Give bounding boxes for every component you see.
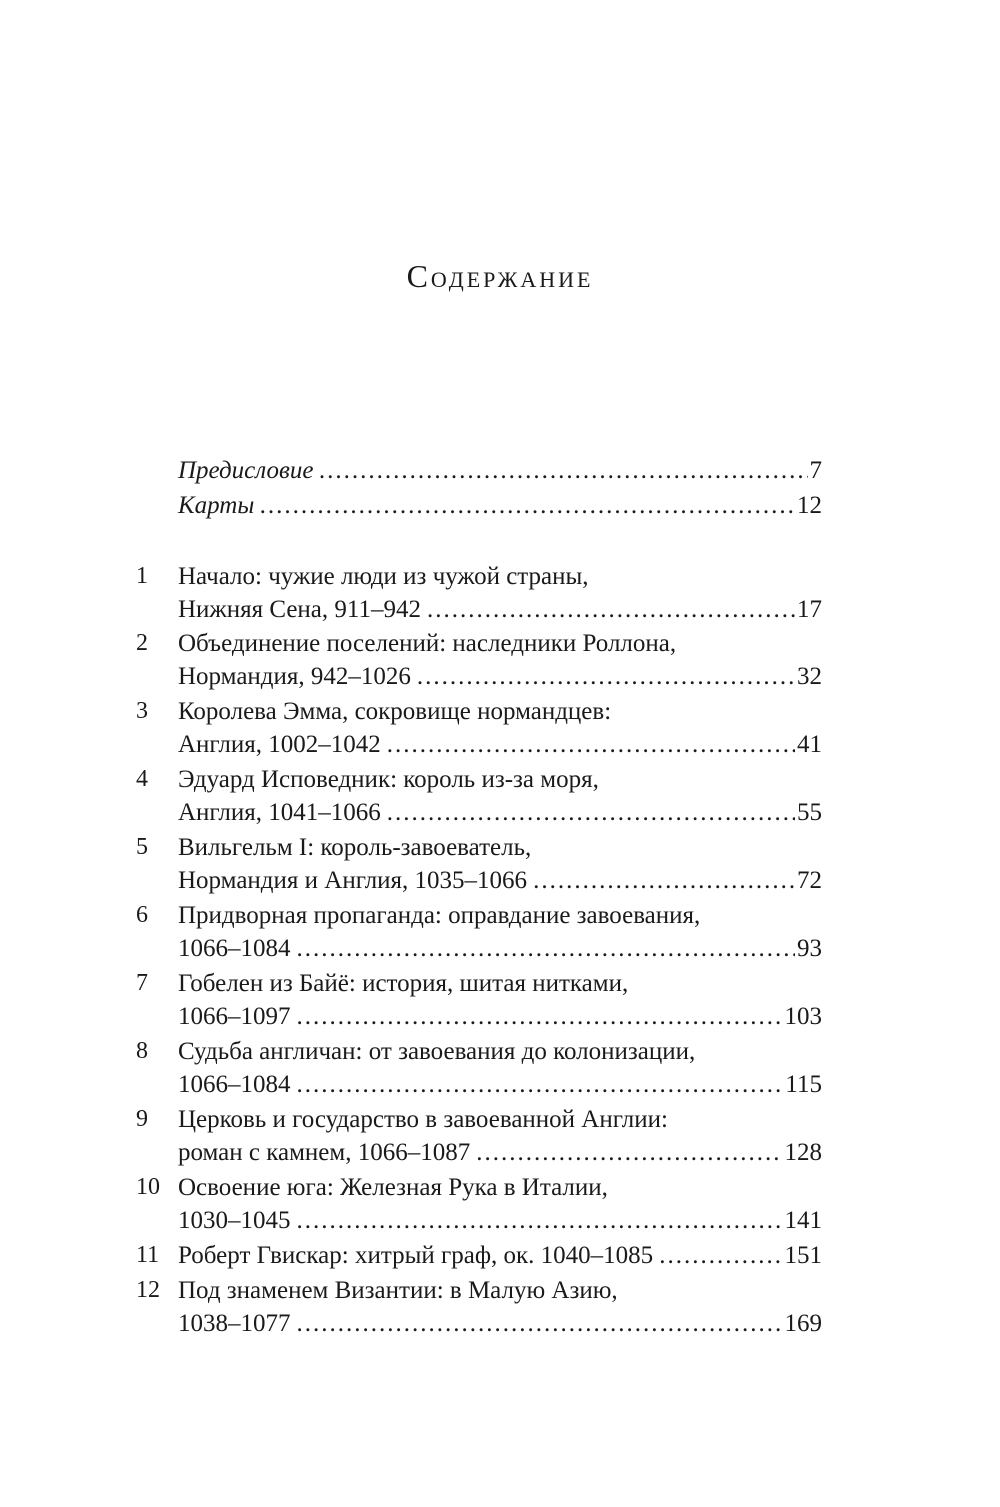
chapter-number: 5 — [136, 834, 148, 860]
chapter-page: 55 — [797, 799, 822, 826]
chapter-entry[interactable] — [178, 1239, 822, 1272]
chapter-number: 8 — [136, 1038, 148, 1064]
chapter-entry[interactable] — [178, 1068, 822, 1101]
chapter-subtitle: 1066–1084 — [178, 1071, 291, 1098]
chapter-subtitle: 1066–1084 — [178, 935, 291, 962]
chapter-entry[interactable] — [178, 1307, 822, 1340]
toc-entry-title: Предисловие — [178, 457, 314, 484]
dot-leader — [297, 1000, 783, 1033]
chapter-page: 151 — [784, 1242, 822, 1269]
chapter-entry[interactable] — [178, 932, 822, 965]
chapter-title-line[interactable]: Гобелен из Байё: история, шитая нитками, — [178, 970, 629, 997]
chapter-subtitle: 1038–1077 — [178, 1310, 291, 1337]
chapter-page: 41 — [797, 731, 822, 758]
chapter-page: 103 — [784, 1003, 822, 1030]
chapter-entry[interactable] — [178, 796, 822, 829]
chapter-number: 9 — [136, 1106, 148, 1132]
chapter-subtitle: роман с камнем, 1066–1087 — [178, 1139, 471, 1166]
dot-leader — [659, 1239, 782, 1272]
dot-leader — [297, 1307, 783, 1340]
chapter-page: 141 — [784, 1207, 822, 1234]
chapter-subtitle: Нормандия и Англия, 1035–1066 — [178, 867, 528, 894]
chapter-title-line[interactable]: Под знаменем Византии: в Малую Азию, — [178, 1277, 618, 1304]
chapter-number: 3 — [136, 698, 148, 724]
dot-leader — [297, 932, 796, 965]
chapter-page: 17 — [797, 596, 822, 623]
chapter-page: 32 — [797, 663, 822, 690]
chapter-page: 72 — [797, 867, 822, 894]
chapter-entry[interactable] — [178, 864, 822, 897]
chapter-title-line[interactable]: Церковь и государство в завоеванной Англии: — [178, 1106, 668, 1133]
chapter-number: 6 — [136, 902, 148, 928]
page-title: Содержание — [406, 258, 594, 294]
chapter-number: 4 — [136, 766, 148, 792]
dot-leader — [297, 1204, 783, 1237]
chapter-entry[interactable] — [178, 1136, 822, 1169]
chapter-subtitle: 1030–1045 — [178, 1207, 291, 1234]
chapter-page: 93 — [797, 935, 822, 962]
chapter-title-line[interactable]: Освоение юга: Железная Рука в Италии, — [178, 1174, 608, 1201]
chapter-title-line[interactable]: Начало: чужие люди из чужой страны, — [178, 563, 589, 590]
chapter-page: 128 — [784, 1139, 822, 1166]
toc-entry-title: Карты — [178, 492, 255, 519]
chapter-number: 2 — [136, 630, 148, 656]
dot-leader — [533, 864, 795, 897]
dot-leader — [387, 796, 795, 829]
chapter-page: 115 — [785, 1071, 822, 1098]
chapter-title-line[interactable]: Эдуард Исповедник: король из-за моря, — [178, 766, 599, 793]
toc-entry-page: 7 — [809, 457, 822, 484]
dot-leader — [387, 728, 795, 761]
chapter-page: 169 — [784, 1310, 822, 1337]
chapter-subtitle: 1066–1097 — [178, 1003, 291, 1030]
chapter-title-line[interactable]: Судьба англичан: от завоевания до колонизации, — [178, 1038, 696, 1065]
chapter-title-line[interactable]: Королева Эмма, сокровище нормандцев: — [178, 698, 612, 725]
chapter-entry[interactable] — [178, 1204, 822, 1237]
dot-leader — [476, 1136, 782, 1169]
chapter-number: 1 — [136, 563, 148, 589]
toc-entry-maps[interactable] — [178, 489, 822, 522]
dot-leader — [427, 593, 795, 626]
dot-leader — [297, 1068, 784, 1101]
chapter-number: 10 — [136, 1174, 160, 1200]
chapter-title-line[interactable]: Придворная пропаганда: оправдание завоевания, — [178, 902, 701, 929]
chapter-subtitle: Нормандия, 942–1026 — [178, 663, 411, 690]
toc-entry-preface[interactable] — [178, 454, 822, 487]
chapter-entry[interactable] — [178, 1000, 822, 1033]
dot-leader — [260, 489, 795, 522]
dot-leader — [319, 454, 807, 487]
chapter-subtitle: Англия, 1002–1042 — [178, 731, 381, 758]
chapter-subtitle: Англия, 1041–1066 — [178, 799, 381, 826]
chapter-title-line[interactable]: Объединение поселений: наследники Роллона, — [178, 630, 677, 657]
chapter-entry[interactable] — [178, 593, 822, 626]
toc-entry-page: 12 — [797, 492, 822, 519]
chapter-number: 11 — [136, 1242, 160, 1268]
chapter-title-line: Роберт Гвискар: хитрый граф, ок. 1040–1085 — [178, 1242, 654, 1269]
chapter-entry[interactable] — [178, 660, 822, 693]
chapter-title-line[interactable]: Вильгельм I: король-завоеватель, — [178, 834, 532, 861]
chapter-entry[interactable] — [178, 728, 822, 761]
chapter-number: 7 — [136, 970, 148, 996]
chapter-subtitle: Нижняя Сена, 911–942 — [178, 596, 421, 623]
chapter-number: 12 — [136, 1277, 160, 1303]
dot-leader — [417, 660, 795, 693]
